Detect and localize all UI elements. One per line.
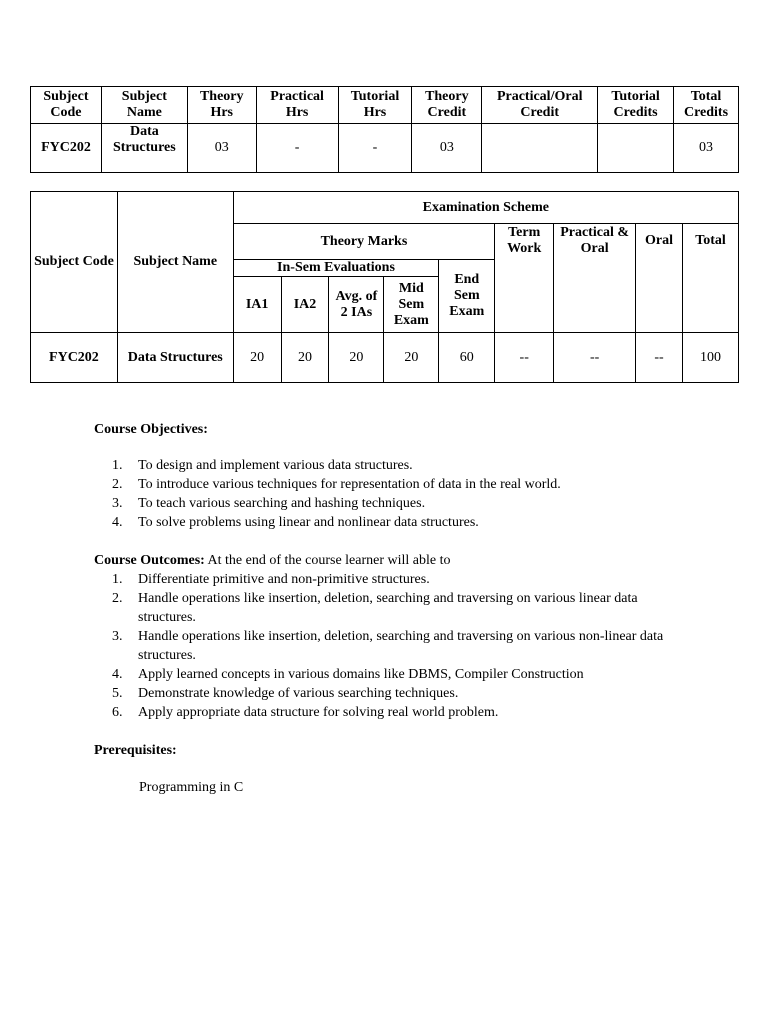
ia2-header: IA2: [281, 277, 329, 333]
credit-table-header-row: [31, 87, 739, 124]
course-outcomes-section: [94, 551, 674, 722]
course-objectives-section: [94, 420, 694, 532]
header-cell: Theory Credit: [412, 87, 482, 124]
ia1-header: IA1: [233, 277, 281, 333]
table-cell: --: [636, 333, 683, 383]
table-cell: --: [554, 333, 636, 383]
subject-name-cell: Data Structures: [117, 333, 233, 383]
header-cell: Theory Hrs: [187, 87, 256, 124]
table-cell: 20: [233, 333, 281, 383]
header-cell: Tutorial Credits: [598, 87, 674, 124]
header-cell: Practical Hrs: [256, 87, 338, 124]
examination-scheme-header: Examination Scheme: [233, 192, 738, 224]
course-outcomes-list: [94, 570, 674, 722]
list-item: 2. Handle operations like insertion, deletion, searching and traversing on various linear data structures.: [112, 591, 638, 625]
total-header: [683, 224, 739, 333]
table-row: [31, 192, 739, 224]
list-item-text: Handle operations like insertion, deletion, searching and traversing on various linear data structures.: [138, 591, 638, 625]
table-cell: 03: [674, 124, 739, 173]
oral-header: [636, 224, 683, 333]
table-cell: [598, 124, 674, 173]
list-item: 4. To solve problems using linear and nonlinear data structures.: [112, 515, 479, 530]
theory-marks-header: Theory Marks: [233, 224, 495, 260]
table-cell: -: [338, 124, 412, 173]
course-outcomes-heading: Course Outcomes:: [94, 553, 205, 568]
subject-name-cell: Data Structures: [101, 124, 187, 173]
table-cell: 20: [384, 333, 439, 383]
list-item: 5. Demonstrate knowledge of various searching techniques.: [112, 686, 459, 701]
header-cell: Total Credits: [674, 87, 739, 124]
credit-table: [30, 86, 739, 173]
table-cell: 03: [187, 124, 256, 173]
list-item: 2. To introduce various techniques for representation of data in the real world.: [112, 477, 561, 492]
course-objectives-heading: Course Objectives:: [94, 422, 208, 437]
list-item-text: Handle operations like insertion, deletion, searching and traversing on various non-linear data structures.: [138, 629, 664, 663]
oral-label: Oral: [645, 233, 674, 248]
prerequisites-section: [94, 741, 694, 797]
practical-oral-header: [554, 224, 636, 333]
list-item: 6. Apply appropriate data structure for solving real world problem.: [112, 705, 499, 720]
end-sem-exam-header: End Sem Exam: [439, 260, 495, 333]
course-outcomes-intro: At the end of the course learner will able to: [204, 553, 451, 568]
list-item-text: To design and implement various data structures.: [138, 458, 413, 473]
list-item-text: Demonstrate knowledge of various searching techniques.: [138, 686, 459, 701]
table-cell: 60: [439, 333, 495, 383]
header-cell: Tutorial Hrs: [338, 87, 412, 124]
list-item-text: Apply appropriate data structure for solving real world problem.: [138, 705, 499, 720]
header-cell: Practical/Oral Credit: [482, 87, 598, 124]
list-item: 1. Differentiate primitive and non-primitive structures.: [112, 572, 430, 587]
term-work-label: Term Work: [507, 225, 542, 256]
total-label: Total: [695, 233, 726, 248]
list-item-text: Differentiate primitive and non-primitive structures.: [138, 572, 430, 587]
header-cell: Subject Code: [31, 87, 102, 124]
list-item: 1. To design and implement various data structures.: [112, 458, 413, 473]
table-row: [31, 333, 739, 383]
subject-code-cell: FYC202: [31, 333, 118, 383]
table-cell: 100: [683, 333, 739, 383]
table-row: [31, 124, 739, 173]
exam-scheme-table: [30, 191, 739, 383]
list-item: 3. Handle operations like insertion, deletion, searching and traversing on various non-linear data structures.: [112, 629, 664, 663]
table-cell: 20: [329, 333, 384, 383]
avg-of-2-ias-header: Avg. of 2 IAs: [329, 277, 384, 333]
term-work-header: [495, 224, 554, 333]
table-cell: [482, 124, 598, 173]
list-item-text: To teach various searching and hashing techniques.: [138, 496, 426, 511]
subject-code-header: Subject Code: [31, 192, 118, 333]
course-objectives-list: [94, 456, 694, 532]
list-item-text: To solve problems using linear and nonlinear data structures.: [138, 515, 479, 530]
list-item-text: Apply learned concepts in various domains like DBMS, Compiler Construction: [138, 667, 584, 682]
table-cell: 03: [412, 124, 482, 173]
header-cell: Subject Name: [101, 87, 187, 124]
prerequisites-heading: Prerequisites:: [94, 743, 177, 758]
table-cell: -: [256, 124, 338, 173]
subject-name-header: Subject Name: [117, 192, 233, 333]
course-outcomes-heading-line: [94, 551, 674, 570]
subject-code-cell: FYC202: [31, 124, 102, 173]
table-cell: 20: [281, 333, 329, 383]
table-cell: --: [495, 333, 554, 383]
mid-sem-exam-header: Mid Sem Exam: [384, 277, 439, 333]
list-item: 3. To teach various searching and hashing techniques.: [112, 496, 426, 511]
practical-oral-label: Practical & Oral: [560, 225, 629, 256]
list-item: 4. Apply learned concepts in various domains like DBMS, Compiler Construction: [112, 667, 584, 682]
list-item-text: To introduce various techniques for representation of data in the real world.: [138, 477, 561, 492]
prerequisites-text: Programming in C: [139, 780, 244, 795]
in-sem-evaluations-header: In-Sem Evaluations: [233, 260, 439, 277]
